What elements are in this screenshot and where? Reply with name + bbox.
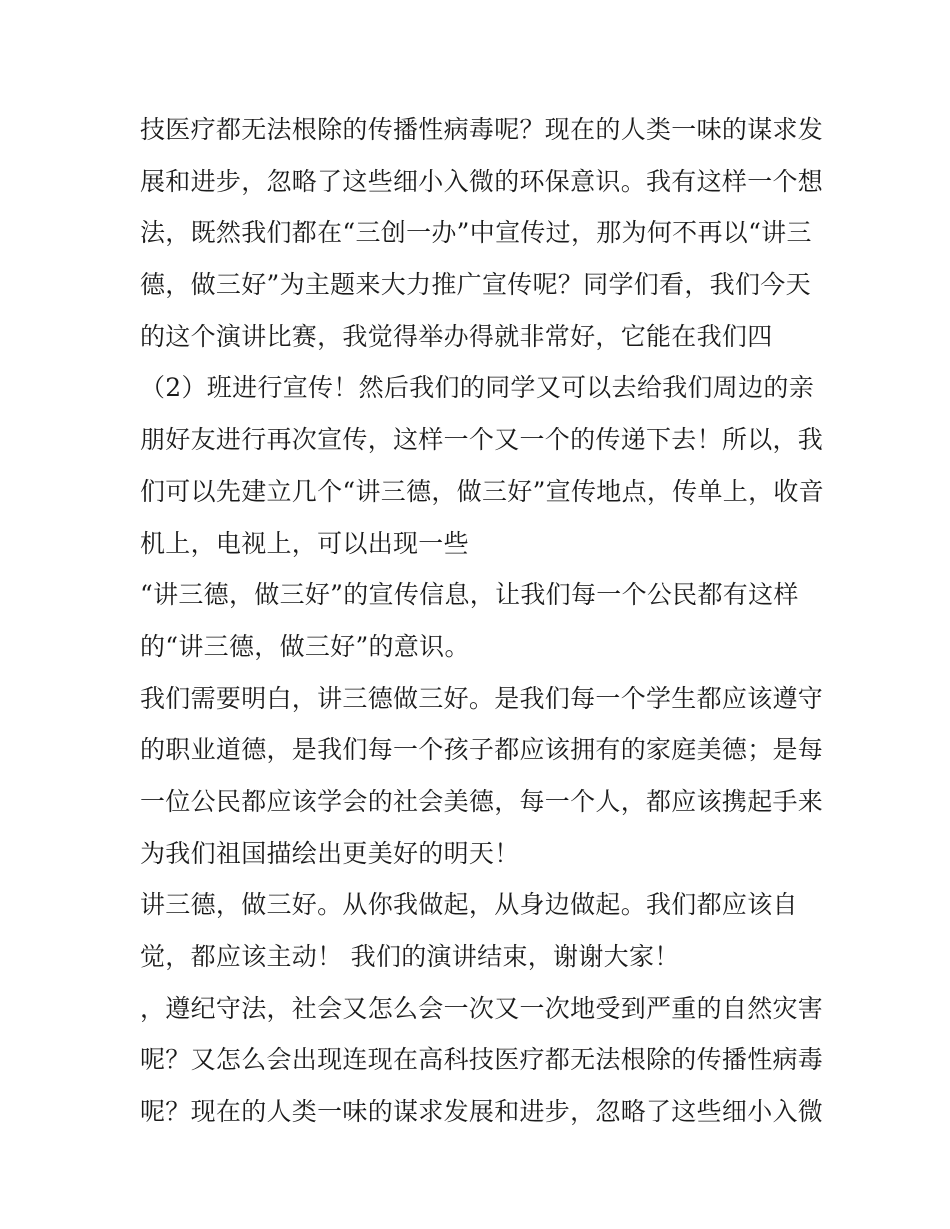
- text-line: 我们需要明白，讲三德做三好。是我们每一个学生都应该遵守: [140, 683, 824, 713]
- text-line: （2）班进行宣传！然后我们的同学又可以去给我们周边的亲: [140, 373, 815, 403]
- text-line: 展和进步，忽略了这些细小入微的环保意识。我有这样一个想: [140, 166, 824, 196]
- text-line: 的职业道德，是我们每一个孩子都应该拥有的家庭美德；是每: [140, 735, 824, 765]
- text-line: 的“讲三德，做三好”的意识。: [140, 631, 470, 661]
- text-line: 为我们祖国描绘出更美好的明天！: [140, 838, 520, 868]
- text-line: 机上，电视上，可以出现一些: [140, 528, 469, 558]
- text-line: ，遵纪守法，社会又怎么会一次又一次地受到严重的自然灾害: [140, 993, 824, 1023]
- text-line: 朋好友进行再次宣传，这样一个又一个的传递下去！所以，我: [140, 425, 824, 455]
- body-text: [140, 104, 824, 1138]
- text-line: 的这个演讲比赛，我觉得举办得就非常好，它能在我们四: [140, 321, 773, 351]
- text-line: 法，既然我们都在“三创一办”中宣传过，那为何不再以“讲三: [140, 218, 812, 248]
- text-line: 德，做三好”为主题来大力推广宣传呢？同学们看，我们今天: [140, 270, 811, 300]
- text-line: 讲三德，做三好。从你我做起，从身边做起。我们都应该自: [140, 890, 798, 920]
- text-line: 们可以先建立几个“讲三德，做三好”宣传地点，传单上，收音: [140, 476, 824, 506]
- text-line: 呢？又怎么会出现连现在高科技医疗都无法根除的传播性病毒: [140, 1045, 824, 1075]
- text-line: “讲三德，做三好”的宣传信息，让我们每一个公民都有这样: [140, 580, 799, 610]
- text-line: 觉，都应该主动！ 我们的演讲结束，谢谢大家！: [140, 942, 680, 971]
- text-line: 呢？现在的人类一味的谋求发展和进步，忽略了这些细小入微: [140, 1097, 824, 1127]
- text-line: 技医疗都无法根除的传播性病毒呢？现在的人类一味的谋求发: [140, 115, 824, 144]
- text-line: 一位公民都应该学会的社会美德，每一个人，都应该携起手来: [140, 786, 824, 816]
